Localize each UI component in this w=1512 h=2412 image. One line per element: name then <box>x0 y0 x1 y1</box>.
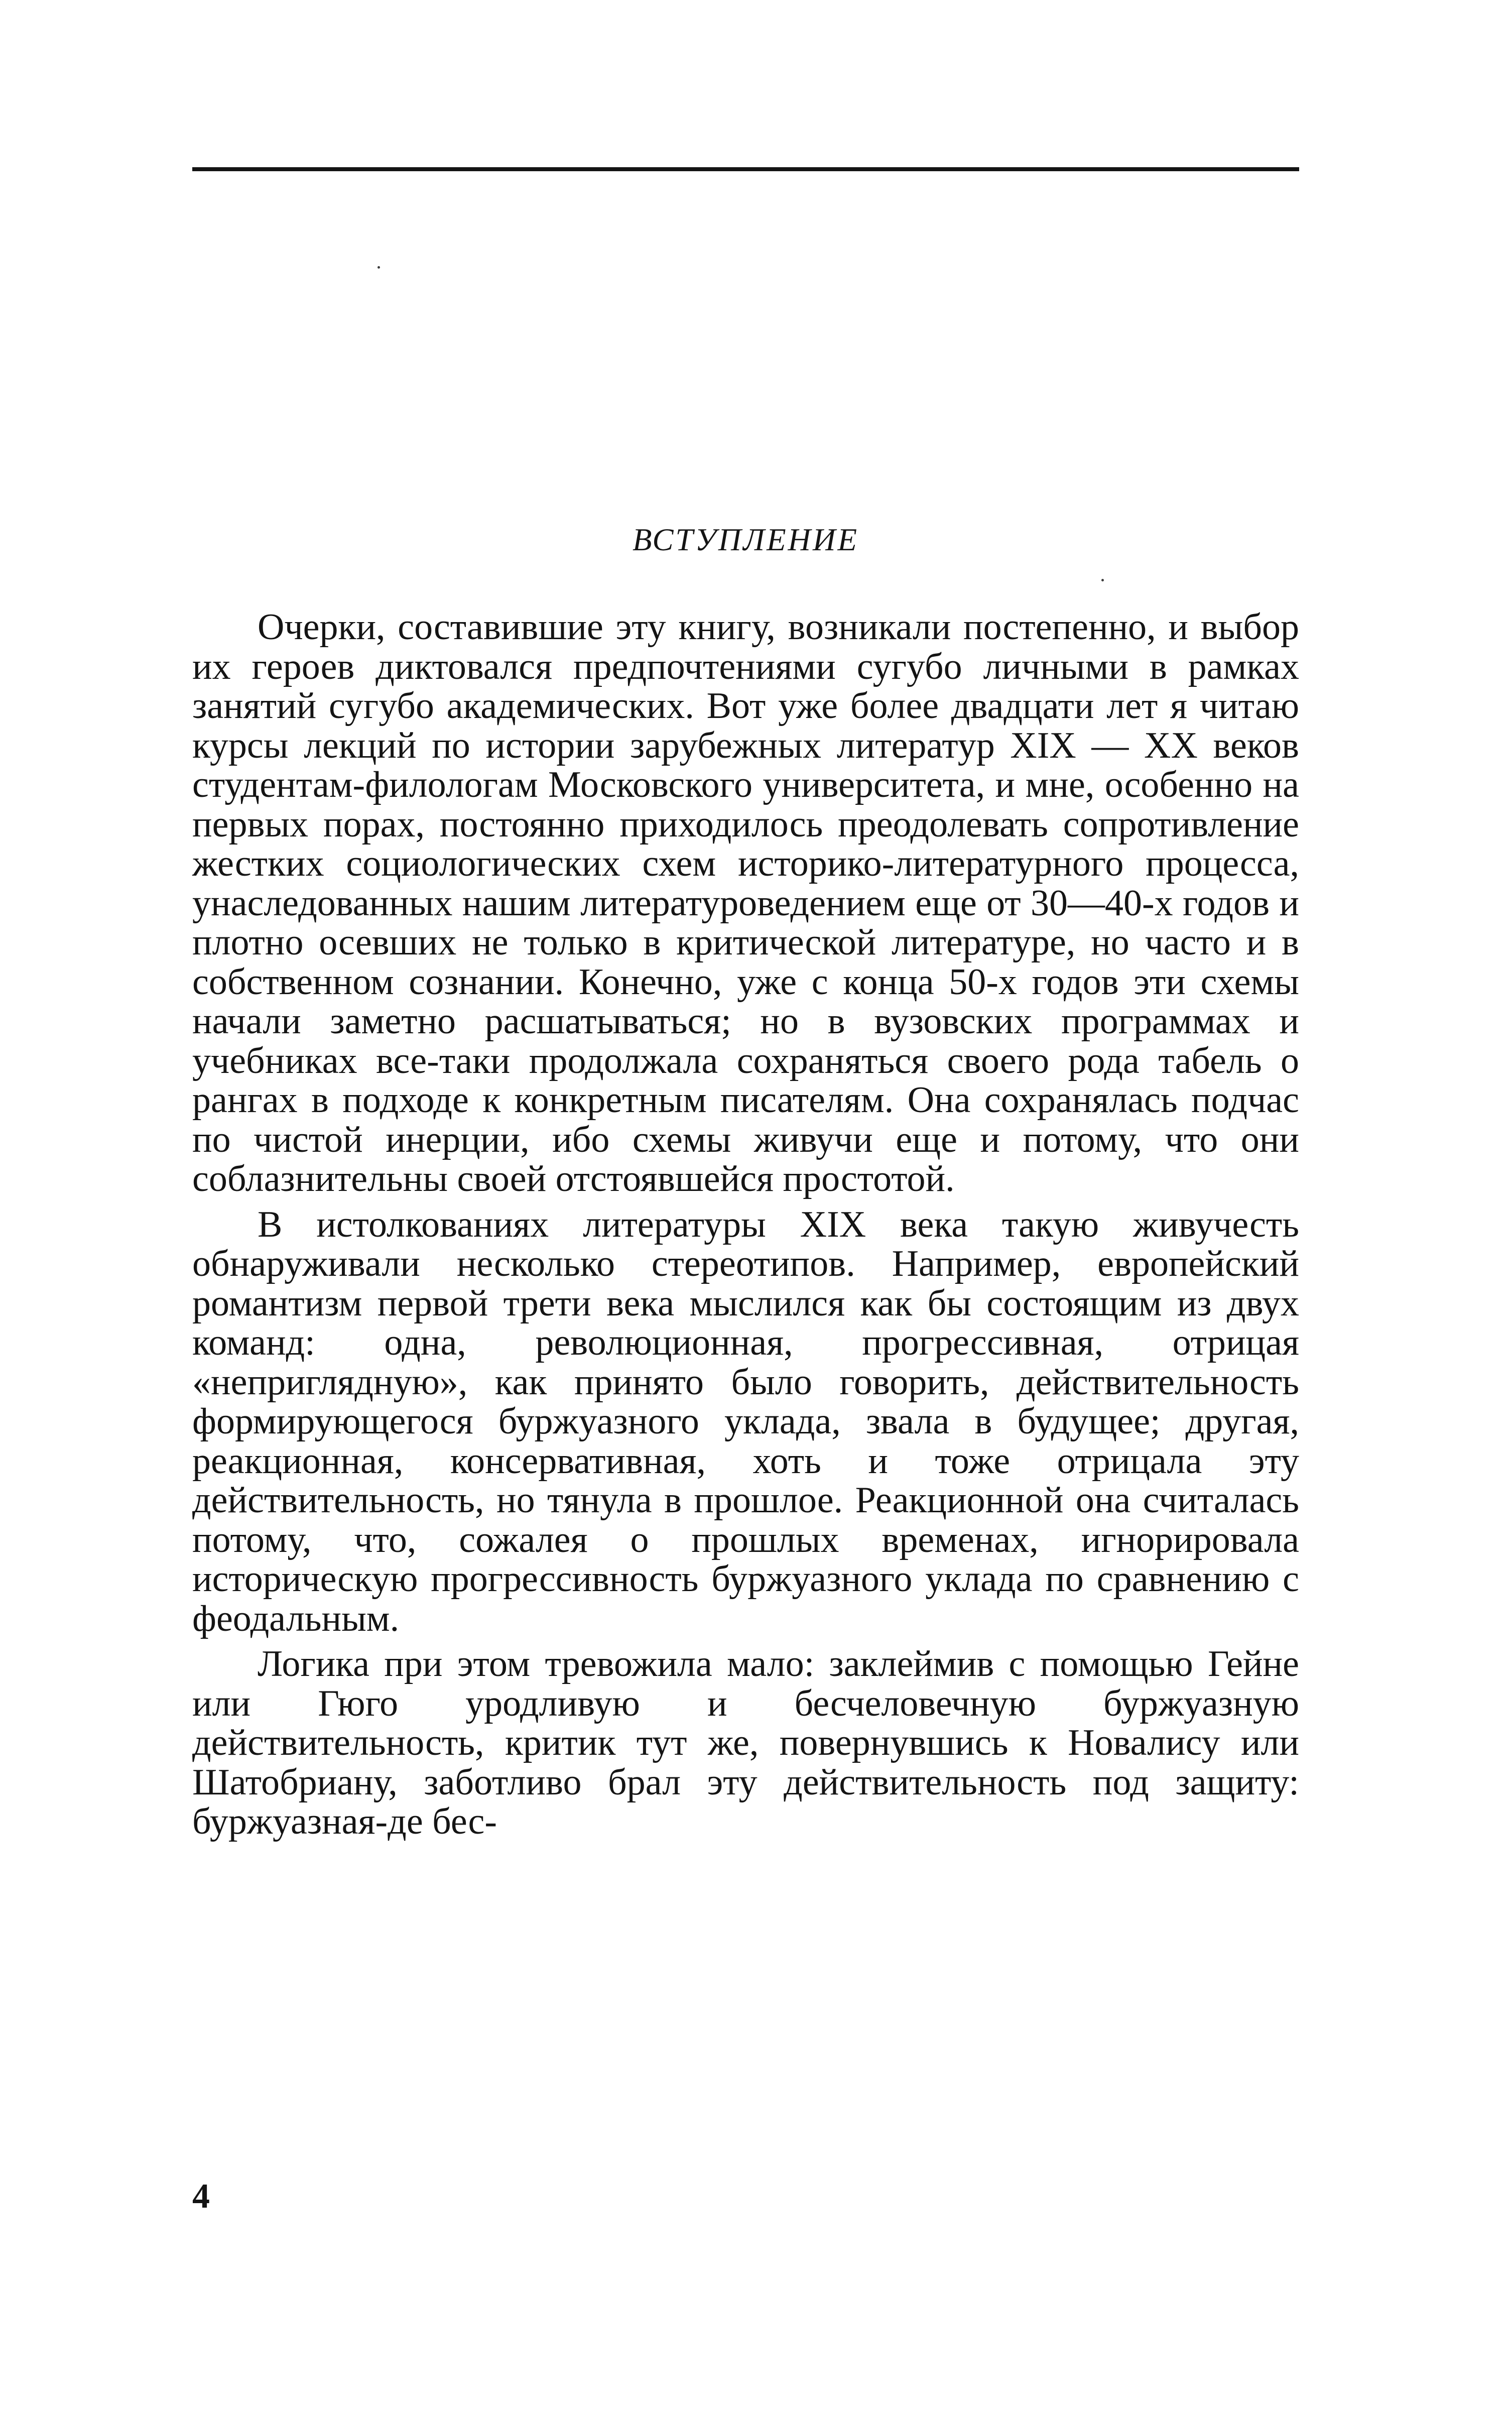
chapter-heading: ВСТУПЛЕНИЕ <box>632 522 859 557</box>
paragraph-1: Очерки, составившие эту книгу, возникали постепенно, и выбор их героев диктовался предпочтениями сугубо личными в рамках занятий сугубо академических. Вот уже более двадцати лет я читаю курсы лекций по истории зарубежных литератур XIX — XX веков студентам-филологам Московского университета, и мне, особенно на первых порах, постоянно приходилось преодолевать сопротивление жестких социологических схем историко-литературного процесса, унаследованных нашим литературоведением еще от 30—40-х годов и плотно осевших не только в критической литературе, но часто и в собственном сознании. Конечно, уже с конца 50-х годов эти схемы начали заметно расшатываться; но в вузовских программах и учебниках все-таки продолжала сохраняться своего рода табель о рангах в подходе к конкретным писателям. Она сохранялась подчас по чистой инерции, ибо схемы живучи еще и потому, что они соблазнительны своей отстоявшейся простотой. <box>192 607 1299 1199</box>
page-number: 4 <box>192 2177 210 2216</box>
body-text <box>192 608 1299 1842</box>
paragraph-2: В истолкованиях литературы XIX века такую живучесть обнаруживали несколько стереотипов. Например, европейский романтизм первой трети века мыслился как бы состоящим из двух команд: одна, революционная, прогрессивная, отрицая «неприглядную», как принято было говорить, действительность формирующегося буржуазного уклада, звала в будущее; другая, реакционная, консервативная, хоть и тоже отрицала эту действительность, но тянула в прошлое. Реакционной она считалась потому, что, сожалея о прошлых временах, игнорировала историческую прогрессивность буржуазного уклада по сравнению с феодальным. <box>192 1203 1299 1639</box>
top-rule <box>192 167 1299 171</box>
print-speck <box>377 266 380 269</box>
paragraph-3: Логика при этом тревожила мало: заклеймив с помощью Гейне или Гюго уродливую и бесчеловечную буржуазную действительность, критик тут же, повернувшись к Новалису или Шатобриану, заботливо брал эту действительность под защиту: буржуазная-де бес- <box>192 1643 1299 1842</box>
print-speck <box>1101 579 1104 581</box>
